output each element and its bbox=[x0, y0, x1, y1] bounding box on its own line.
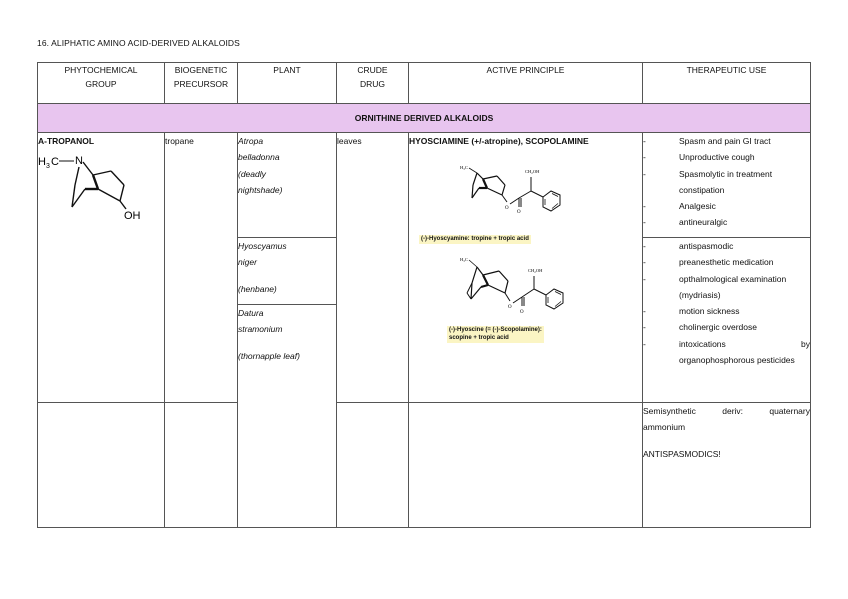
list-item: - antispasmodic bbox=[643, 238, 810, 254]
header-therapeutic-use: THERAPEUTIC USE bbox=[643, 63, 811, 104]
list-item: - Analgesic bbox=[643, 198, 810, 214]
hyoscine-caption: (-)-Hyoscine (= (-)-Scopolamine): scopine + tropic acid bbox=[447, 326, 544, 343]
svg-text:OH: OH bbox=[124, 210, 141, 222]
cell-therapeutic-use-2 bbox=[643, 238, 811, 403]
header-biogenetic-precursor: BIOGENETIC PRECURSOR bbox=[165, 63, 238, 104]
hyoscyamine-structure bbox=[409, 155, 642, 245]
svg-text:H: H bbox=[38, 156, 46, 169]
header-phytochemical-group: PHYTOCHEMICAL GROUP bbox=[38, 63, 165, 104]
svg-text:O: O bbox=[508, 304, 512, 310]
cell-plant-datura: Datura stramonium (thornapple leaf) bbox=[238, 305, 337, 528]
cell-semisynthetic bbox=[643, 403, 811, 528]
section-title: ORNITHINE DERIVED ALKALOIDS bbox=[38, 104, 811, 133]
list-item: - Unproductive cough bbox=[643, 149, 810, 165]
hyoscine-diagram bbox=[409, 251, 631, 321]
cell-plant-atropa: Atropa belladonna (deadly nightshade) bbox=[238, 133, 337, 238]
cell-empty-group bbox=[38, 403, 165, 528]
hyoscine-structure bbox=[409, 251, 642, 344]
active-principle-name: HYOSCIAMINE (+/-atropine), SCOPOLAMINE bbox=[409, 136, 589, 146]
hyoscyamine-diagram bbox=[409, 155, 631, 223]
svg-text:O: O bbox=[505, 206, 509, 212]
hyoscyamine-caption: (-)-Hyoscyamine: tropine + tropic acid bbox=[419, 235, 531, 245]
alkaloid-table bbox=[37, 62, 811, 528]
list-item: - Spasmolytic in treatment constipation bbox=[643, 166, 810, 199]
cell-crude-drug: leaves bbox=[337, 133, 409, 403]
cell-empty-principle bbox=[409, 403, 643, 528]
semisynthetic-line-1: Semisynthetic deriv: quaternary bbox=[643, 406, 810, 416]
svg-text:N: N bbox=[75, 155, 83, 168]
cell-therapeutic-use-1 bbox=[643, 133, 811, 238]
header-active-principle: ACTIVE PRINCIPLE bbox=[409, 63, 643, 104]
therapeutic-use-list-2 bbox=[643, 238, 810, 368]
therapeutic-use-list-1 bbox=[643, 133, 810, 231]
list-item: - cholinergic overdose bbox=[643, 319, 810, 335]
svg-text:C: C bbox=[51, 156, 59, 169]
header-crude-drug: CRUDE DRUG bbox=[337, 63, 409, 104]
svg-text:O: O bbox=[520, 309, 524, 315]
list-item: - preanesthetic medication bbox=[643, 254, 810, 270]
cell-phytochemical-group bbox=[38, 133, 165, 403]
tropanol-structure bbox=[38, 149, 148, 221]
svg-text:H₃C: H₃C bbox=[460, 165, 468, 171]
svg-text:O: O bbox=[517, 210, 521, 216]
group-name: A-TROPANOL bbox=[38, 136, 95, 146]
list-item: - antineuralgic bbox=[643, 214, 810, 230]
svg-text:H₃C: H₃C bbox=[460, 256, 468, 262]
cell-empty-drug bbox=[337, 403, 409, 528]
list-item: - opthalmological examination (mydriasis) bbox=[643, 271, 810, 304]
cell-empty-precursor bbox=[165, 403, 238, 528]
table-row bbox=[38, 403, 811, 528]
svg-text:3: 3 bbox=[46, 163, 50, 171]
antispasmodics-note: ANTISPASMODICS! bbox=[643, 448, 721, 459]
cell-plant-hyoscyamus: Hyoscyamus niger (henbane) bbox=[238, 238, 337, 305]
cell-active-principle bbox=[409, 133, 643, 403]
list-item: - Spasm and pain GI tract bbox=[643, 133, 810, 149]
svg-text:CH₂OH: CH₂OH bbox=[528, 267, 543, 273]
header-row bbox=[38, 63, 811, 104]
section-band bbox=[38, 104, 811, 133]
list-item: - motion sickness bbox=[643, 303, 810, 319]
document-title: 16. ALIPHATIC AMINO ACID-DERIVED ALKALOIDS bbox=[37, 38, 240, 48]
cell-precursor: tropane bbox=[165, 133, 238, 403]
semisynthetic-line-2: ammonium bbox=[643, 422, 686, 433]
header-plant: PLANT bbox=[238, 63, 337, 104]
list-item: - intoxications by organophosphorous pesticides bbox=[643, 336, 810, 369]
svg-text:CH₂OH: CH₂OH bbox=[525, 169, 540, 175]
table-row bbox=[38, 133, 811, 238]
